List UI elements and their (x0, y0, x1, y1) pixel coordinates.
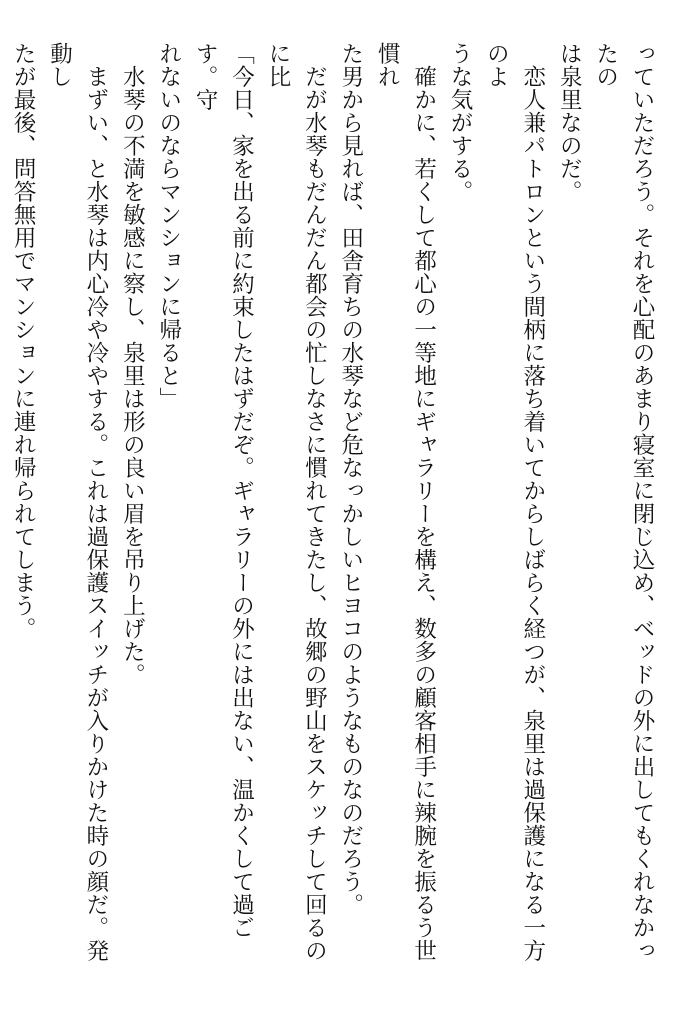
text-line: 確かに、若くして都心の一等地にギャラリーを構え、数多の顧客相手に辣腕を振るう世慣れ (374, 42, 437, 962)
text-line: た男から見れば、田舎育ちの水琴など危なっかしいヒヨコのようなものなのだろう。 (337, 42, 364, 916)
text-line: 「今日、家を出る前に約束したはずだぞ。ギャラリーの外には出ない、温かくして過ごす。守 (192, 42, 255, 939)
text-line: 水琴の不満を敏感に察し、泉里は形の良い眉を吊り上げた。 (119, 42, 146, 686)
text-line: だが水琴もだんだん都会の忙しなさに慣れてきたし、故郷の野山をスケッチして回るのに比 (264, 42, 328, 962)
text-line: 恋人兼パトロンという間柄に落ち着いてからしばらく経つが、泉里は過保護になる一方のよ (483, 42, 546, 962)
text-line: は泉里なのだ。 (556, 42, 583, 203)
text-line: うな気がする。 (446, 42, 473, 203)
text-line: れないのならマンションに帰ると」 (155, 42, 182, 410)
vertical-text-body (10, 42, 660, 980)
text-line: まずい、と水琴は内心冷や冷やする。これは過保護スイッチが入りかけた時の顔だ。発動し (46, 42, 109, 962)
text-line (0, 42, 5, 980)
text-line: っていただろう。それを心配のあまり寝室に閉じ込め、ベッドの外に出してもくれなかったの (592, 42, 655, 962)
text-line: たが最後、問答無用でマンションに連れ帰られてしまう。 (10, 42, 37, 640)
